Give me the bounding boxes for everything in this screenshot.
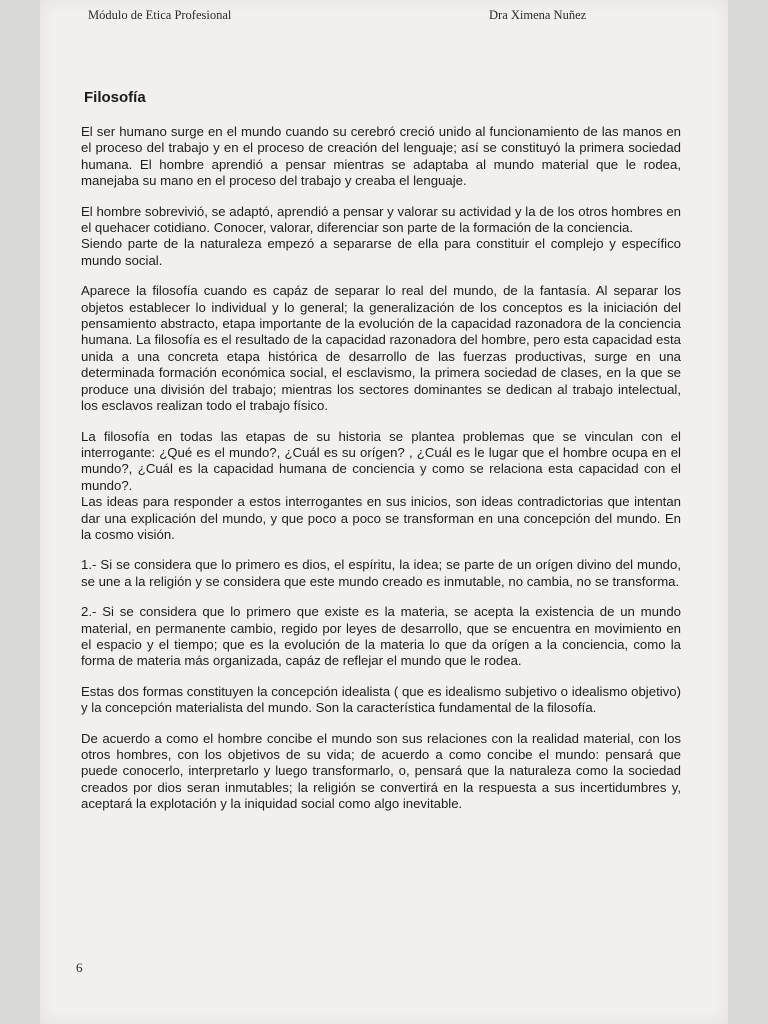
paragraph-7: 1.- Si se considera que lo primero es dios, el espíritu, la idea; se parte de un orígen divino del mundo, se une a la religión y se considera que este mundo creado es inmutable, no cambia, no se transforma. [81, 557, 681, 589]
paragraph-10: De acuerdo a como el hombre concibe el mundo son sus relaciones con la realidad material, con los otros hombres, con los objetivos de su vida; de acuerdo a como concibe el mundo: pensará que puede conocerlo, interpretarlo y luego transformarlo, o, pensará que la naturaleza como la sociedad creados por dios seran inmutables; la religión se convertirá en la respuesta a sus incertidumbres y, aceptará la explotación y la iniquidad social como algo inevitable. [81, 730, 681, 812]
paragraph-6: Las ideas para responder a estos interrogantes en sus inicios, son ideas contradictorias que intentan dar una explicación del mundo, y que poco a poco se transforman en una concepción del mundo. En la cosmo visión. [81, 494, 681, 542]
header-course-title: Módulo de Etica Profesional [88, 8, 232, 22]
section-title: Filosofía [84, 89, 146, 106]
paragraph-3: Siendo parte de la naturaleza empezó a separarse de ella para constituir el complejo y específico mundo social. [81, 236, 681, 268]
paragraph-2: El hombre sobrevivió, se adaptó, aprendió a pensar y valorar su actividad y la de los otros hombres en el quehacer cotidiano. Conocer, valorar, diferenciar son parte de la formación de la conciencia. [81, 203, 681, 236]
paragraph-9: Estas dos formas constituyen la concepción idealista ( que es idealismo subjetivo o idealismo objetivo) y la concepción materialista del mundo. Son la característica fundamental de la filosofía. [81, 683, 681, 716]
paragraph-8: 2.- Si se considera que lo primero que existe es la materia, se acepta la existencia de un mundo material, en permanente cambio, regido por leyes de desarrollo, que se encuentra en movimiento en el espacio y el tiempo; que es la evolución de la materia lo que da orígen a la conciencia, como la forma de materia más organizada, capáz de reflejar el mundo que le rodea. [81, 604, 681, 669]
scan-margin [728, 0, 768, 1024]
paragraph-1: El ser humano surge en el mundo cuando su cerebró creció unido al funcionamiento de las manos en el proceso del trabajo y en el proceso de creación del lenguaje; así se constituyó la primera sociedad humana. El hombre aprendió a pensar mientras se adaptaba al mundo material que le rodea, manejaba su mano en el proceso del trabajo y creaba el lenguaje. [81, 124, 681, 189]
paragraph-4: Aparece la filosofía cuando es capáz de separar lo real del mundo, de la fantasía. Al separar los objetos establecer lo individual y lo general; la generalización de los conceptos es la iniciación del pensamiento abstracto, etapa importante de la evolución de la capacidad razonadora de la conciencia humana. La filosofía es el resultado de la capacidad razonadora del hombre, pero esta capacidad esta unida a una concreta etapa histórica de desarrollo de las fuerzas productivas, surge en una determinada formación económica social, el esclavismo, la primera sociedad de clases, en la que se produce una división del trabajo; mientras los sectores dominantes se dedican al trabajo intelectual, los esclavos realizan todo el trabajo físico. [81, 283, 681, 414]
header-author: Dra Ximena Nuñez [489, 8, 587, 22]
paragraph-5: La filosofía en todas las etapas de su historia se plantea problemas que se vinculan con el interrogante: ¿Qué es el mundo?, ¿Cuál es su orígen? , ¿Cuál es le lugar que el hombre ocupa en el mundo?, ¿Cuál es la capacidad humana de conciencia y como se relaciona esta capacidad con el mundo?. [81, 428, 681, 493]
body-text [81, 124, 681, 827]
page-number: 6 [76, 960, 83, 975]
